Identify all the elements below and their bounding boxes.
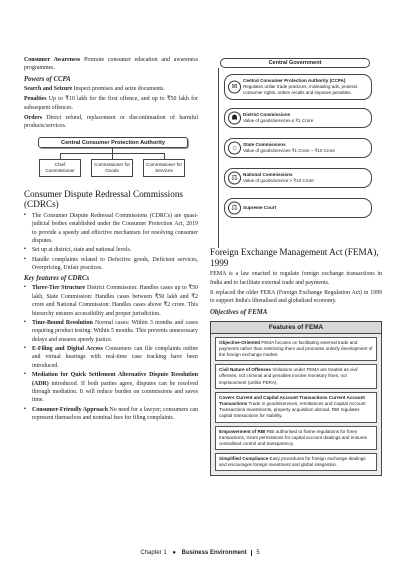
- list-item: ▪ E-Filing and Digital Access Consumers can file complaints online and virtual hearings with real-time case tracking have been introduced.: [24, 345, 198, 370]
- cdrc-title: Consumer Dispute Redressal Commissions (CDRCs): [24, 188, 183, 210]
- page-number: 5: [251, 550, 259, 556]
- org-top-box: Central Consumer Protection Authority: [38, 137, 188, 148]
- search-seizure-para: Search and Seizure Inspect premises and seize documents.: [24, 85, 165, 92]
- powers-heading: Powers of CCPA: [24, 75, 71, 83]
- key-features-list: [24, 284, 198, 422]
- supreme-court-item: ⚖ Supreme Court: [224, 198, 372, 218]
- pillars-icon: ⌂: [228, 141, 241, 154]
- district-item: ☗ District Commissions Value of goods/services ≤ ₹1 Crore: [224, 108, 372, 128]
- hierarchy-spine: [218, 68, 219, 248]
- state-item: ⌂ State Commissions Value of goods/services ₹1 Crore – ₹10 Crore: [224, 138, 372, 158]
- feature-item: Simplified Compliance Easy procedures for foreign exchange dealings and encourages foreign investment and global integration.: [215, 453, 377, 471]
- list-item: ▪ Three-Tier Structure District Commission: Handles cases up to ₹50 lakh, State Commission: Handles cases between ₹50 lakh and ₹2 crore and National Commission: Handles cases above ₹2 crore. This hierarchy ensures accessibility and proper jurisdiction.: [24, 284, 198, 318]
- list-item: ▪ Consumer-Friendly Approach No need for a lawyer; consumers can represent themselves and nominal fees for filing complaints.: [24, 406, 198, 423]
- page-footer: [0, 550, 400, 556]
- ccpa-org-chart: [24, 135, 198, 183]
- feature-item: Objective-Oriented FEMA focuses on facilitating external trade and payments rather than restricting them and promotes orderly development of the foreign exchange market.: [215, 337, 377, 362]
- list-item: ▪ The Consumer Dispute Redressal Commissions (CDRCs) are quasi-judicial bodies established under the Consumer Protection Act, 2019 to provide a speedy and effective mechanism for resolving consumer disputes.: [24, 212, 198, 246]
- features-body: [211, 334, 381, 476]
- list-item: ▪ Time-Bound Resolution Normal cases: Within 3 months and cases requiring product testing: Within 5 months. This prevents unnecessary delays and ensures speedy justice.: [24, 319, 198, 344]
- consumer-forum-hierarchy: [210, 56, 382, 261]
- list-item: ▪ Handle complaints related to Defective goods, Deficient services, Overpricing, Unfair practices.: [24, 256, 198, 273]
- org-box-goods: Commissioner for Goods: [91, 159, 133, 177]
- objectives-heading: Objectives of FEMA: [210, 308, 268, 316]
- consumer-awareness-para: Consumer Awareness Promote consumer education and awareness programmes.: [24, 57, 198, 72]
- list-item: ▪ Mediation for Quick Settlement Alternative Dispute Resolution (ADR) introduced. If both parties agree, disputes can be resolved through mediation. It will reduce burden on commissions and saves time.: [24, 371, 198, 405]
- org-box-services: Commissioner for Services: [143, 159, 185, 177]
- feature-item: Empowerment of RBI RBI authorised to frame regulations for forex transactions, Grant permissions for capital account dealings and ensures centralised control and transparency.: [215, 426, 377, 451]
- feature-item: Covers Current and Capital Account Transactions Current Account Transactions Trade in goods/services, remittances and Capital Account Transactions Investments, property acquisition abroad. RBI regulates capital transactions for stability.: [215, 392, 377, 423]
- right-column: [210, 52, 382, 476]
- national-item: ⚖ National Commissions Value of goods/service > ₹10 Crore: [224, 168, 372, 188]
- penalties-para: Penalties Up to ₹10 lakh for the first offence, and up to ₹50 lakh for subsequent offences.: [24, 96, 198, 111]
- ccpa-item: ✉ Central Consumer Protection Authority (CCPA) Regulates unfair trade practices, misleading ads, protects consumer rights, orders recalls and imposes penalties.: [224, 74, 372, 100]
- chapter-title: Business Environment: [181, 550, 247, 556]
- orders-para: Orders Direct refund, replacement or discontinuation of harmful products/services.: [24, 114, 198, 130]
- bullet-separator: ●: [172, 550, 176, 556]
- building-icon: ☗: [228, 111, 241, 124]
- fema-para-1: FEMA is a law enacted to regulate foreign exchange transactions in India and to facilitate external trade and payments.: [210, 271, 382, 286]
- megaphone-icon: ✉: [228, 80, 241, 93]
- list-item: ▪ Set up at district, state and national levels.: [24, 246, 198, 254]
- key-features-heading: Key features of CDRCs: [24, 275, 90, 283]
- cdrc-list: [24, 212, 198, 273]
- fema-features-box: [210, 321, 382, 477]
- chapter-label: Chapter 1: [140, 550, 167, 556]
- org-box-chief: Chief Commissioner: [39, 159, 81, 177]
- fema-para-2: It replaced the older FERA (Foreign Exchange Regulation Act) in 1999 to support India's liberalised and globalised economy.: [210, 289, 382, 305]
- left-column: [24, 56, 198, 423]
- fema-title: Foreign Exchange Management Act (FEMA), 1999: [210, 247, 379, 268]
- court-icon: ⚖: [228, 201, 241, 214]
- scales-icon: ⚖: [228, 171, 241, 184]
- features-heading: Features of FEMA: [211, 322, 381, 334]
- central-government-header: Central Government: [220, 58, 370, 68]
- feature-item: Civil Nature of Offenses Violations under FEMA are treated as civil offenses, not criminal and penalties involve monetary fines, not imprisonment (unlike FERA).: [215, 364, 377, 389]
